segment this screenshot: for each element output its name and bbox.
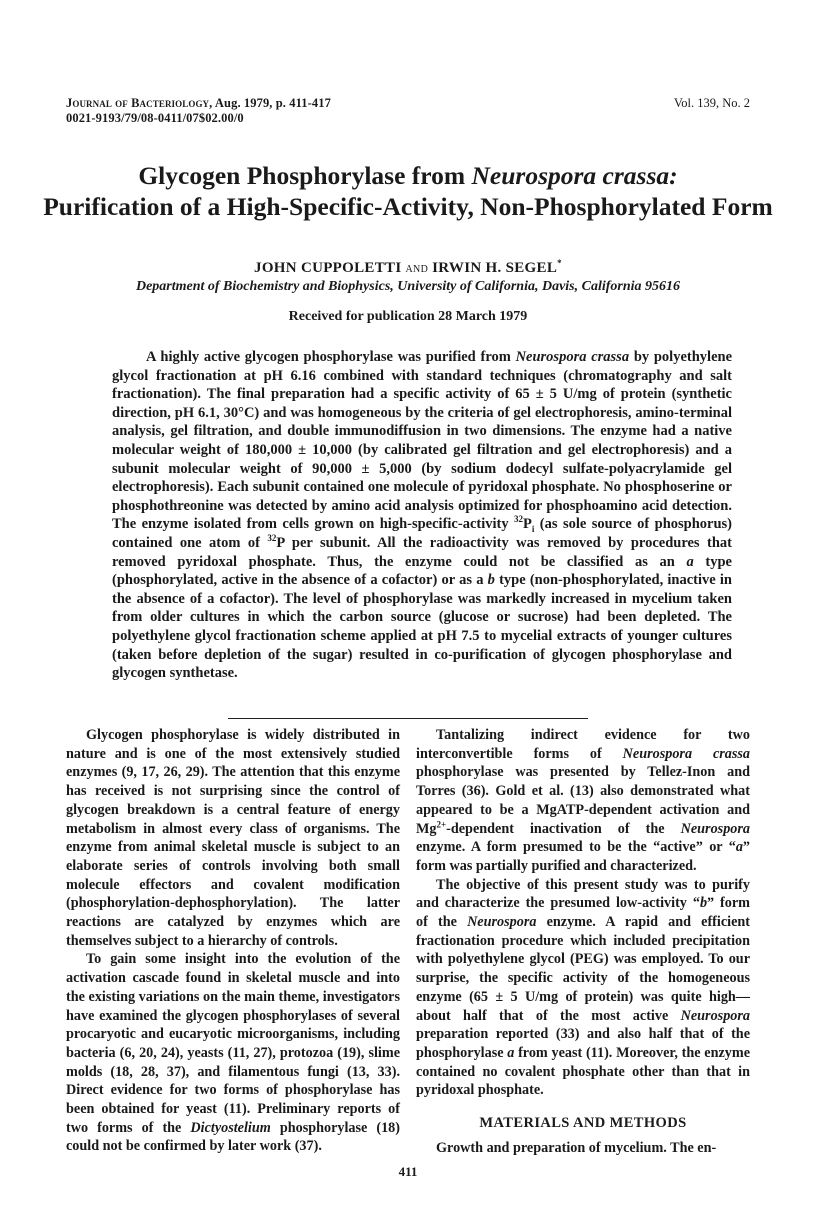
paragraph-text: -dependent inactivation of the bbox=[446, 820, 681, 837]
journal-name: Journal of Bacteriology bbox=[66, 96, 210, 110]
author-conjunction: and bbox=[405, 261, 429, 276]
author-1: JOHN CUPPOLETTI bbox=[254, 260, 402, 276]
page-number: 411 bbox=[398, 1164, 418, 1179]
intro-paragraph-2 bbox=[66, 950, 400, 1156]
organism-name: Neurospora bbox=[467, 914, 537, 931]
run-in-heading: Growth and preparation of mycelium. bbox=[436, 1139, 667, 1156]
journal-citation bbox=[66, 96, 331, 111]
methods-paragraph bbox=[416, 1139, 750, 1158]
volume-number: Vol. 139, No. 2 bbox=[673, 96, 750, 110]
title-part1: Glycogen Phosphorylase from bbox=[138, 161, 472, 190]
abstract-text: A highly active glycogen phosphorylase was purified from bbox=[146, 349, 516, 365]
author-2: IRWIN H. SEGEL bbox=[432, 260, 558, 276]
paragraph-text: preparation reported (33) and also half that of the phosphorylase bbox=[416, 1026, 750, 1061]
section-heading-methods: MATERIALS AND METHODS bbox=[479, 1115, 687, 1132]
affiliation: Department of Biochemistry and Biophysics, University of California, Davis, California 95616 bbox=[135, 279, 681, 294]
body-column-left bbox=[66, 726, 400, 1156]
intro-paragraph-4 bbox=[416, 876, 750, 1100]
organism-name: Neurospora bbox=[680, 1007, 750, 1024]
paragraph-text: enzyme. A form presumed to be the “active” or “ bbox=[416, 839, 736, 856]
paragraph-text: Tantalizing indirect evidence for two interconvertible forms of bbox=[416, 727, 750, 762]
corresponding-mark: * bbox=[557, 258, 562, 268]
ion-charge-superscript: 2+ bbox=[436, 818, 447, 829]
abstract-text: by polyethylene glycol fractionation at pH 6.16 combined with standard techniques (chromatography and salt fractionation). The final preparation had a specific activity of 65 ± 5 U/mg of protein (synthetic direction, pH 6.1, 30°C) and was homogeneous by the criteria of gel electrophoresis, amino-terminal analysis, gel filtration, and double immunodiffusion in two dimensions. The enzyme had a native molecular weight of 180,000 ± 10,000 (by calibrated gel filtration and gel electrophoresis) and a subunit molecular weight of 90,000 ± 5,000 (by sodium dodecyl sulfate-polyacrylamide gel electrophoresis). Each subunit contained one molecule of pyridoxal phosphate. No phosphoserine or phosphothreonine was detected by amino acid analysis optimized for phosphoamino acid detection. The enzyme isolated from cells grown on high-specific-activity bbox=[112, 349, 733, 533]
form-a-label: a bbox=[507, 1044, 515, 1061]
organism-name: Neurospora bbox=[680, 820, 750, 837]
form-a-label: a bbox=[686, 553, 694, 570]
abstract-text: P bbox=[523, 516, 532, 533]
paragraph-text: enzyme. A rapid and efficient fractionation procedure which included precipitation with polyethylene glycol (PEG) was employed. To our surprise, the specific activity of the homogeneous enzyme (65 ± 5 U/mg of protein) was quite high—about half that of the most active bbox=[416, 914, 750, 1024]
abstract-text: type (phosphorylated, active in the absence of a cofactor) or as a bbox=[112, 553, 732, 589]
paragraph-text: ” form was partially purified and characterized. bbox=[416, 839, 750, 874]
paragraph-text: To gain some insight into the evolution of the activation cascade found in skeletal muscle and into the existing variations on the main theme, investigators have examined the glycogen phosphorylases of several procaryotic and eucaryotic microorganisms, including bacteria (6, 20, 24), yeasts (11, 27), protozoa (19), slime molds (18, 28, 37), and filamentous fungi (13, 33). Direct evidence for two forms of phosphorylase has been obtained for yeast (11). Preliminary reports of two forms of the bbox=[66, 951, 400, 1136]
author-list bbox=[0, 254, 816, 278]
intro-paragraph-3 bbox=[416, 726, 750, 876]
isotope-superscript: 32 bbox=[514, 514, 524, 525]
organism-name: Neurospora crassa bbox=[622, 745, 751, 762]
body-column-right bbox=[416, 726, 750, 1157]
title-part2: Purification of a High-Specific-Activity, Non-Phosphorylated Form bbox=[43, 192, 773, 221]
paragraph-text: phosphorylase was presented by Tellez-Inon and Torres (36). Gold et al. (13) also demonstrated what appeared to be a MgATP-dependent activation and Mg bbox=[416, 764, 750, 837]
paragraph-text: from yeast (11). Moreover, the enzyme contained no covalent phosphate other than that in pyridoxal phosphate. bbox=[416, 1044, 750, 1099]
journal-date-pages: , Aug. 1979, p. 411-417 bbox=[209, 96, 331, 110]
abstract-text: type (non-phosphorylated, inactive in the absence of a cofactor). The level of phosphorylase was markedly increased in mycelium taken from older cultures in which the carbon source (glucose or sucrose) had been depleted. The polyethylene glycol fractionation scheme applied at pH 7.5 to mycelial extracts of younger cultures (taken before depletion of the sugar) resulted in co-purification of glycogen phosphorylase and glycogen synthetase. bbox=[112, 572, 732, 682]
article-code: 0021-9193/79/08-0411/07$02.00/0 bbox=[66, 111, 244, 125]
title-organism: Neurospora crassa: bbox=[471, 161, 678, 190]
abstract bbox=[112, 348, 732, 683]
abstract-organism: Neurospora crassa bbox=[515, 349, 630, 365]
running-header bbox=[66, 96, 331, 126]
received-date: Received for publication 28 March 1979 bbox=[288, 309, 528, 324]
abstract-divider bbox=[228, 718, 588, 719]
article-title bbox=[40, 160, 776, 222]
form-a-label: a bbox=[735, 839, 743, 856]
isotope-superscript: 32 bbox=[267, 533, 277, 544]
paragraph-text: The en- bbox=[666, 1139, 717, 1156]
abstract-text: P per subunit. All the radioactivity was removed by procedures that removed pyridoxal phosphate. Thus, the enzyme could not be classified as an bbox=[112, 534, 732, 570]
abstract-text: (as sole source of phosphorus) contained one atom of bbox=[112, 516, 732, 551]
paragraph-text: phosphorylase (18) could not be confirmed by later work (37). bbox=[66, 1119, 401, 1155]
form-b-label: b bbox=[487, 572, 495, 589]
organism-name: Dictyostelium bbox=[190, 1119, 271, 1136]
inorganic-subscript: i bbox=[531, 524, 535, 535]
paragraph-text: ” form of the bbox=[416, 895, 750, 931]
paragraph-text: The objective of this present study was to purify and characterize the presumed low-activity “ bbox=[416, 876, 750, 912]
intro-paragraph-1: Glycogen phosphorylase is widely distributed in nature and is one of the most extensively studied enzymes (9, 17, 26, 29). The attention that this enzyme has received is not surprising since the control of glycogen breakdown is a central feature of energy metabolism in almost every class of organisms. The enzyme from animal skeletal muscle is subject to an elaborate series of controls involving both small molecule effectors and covalent modification (phosphorylation-dephosphorylation). The latter reactions are catalyzed by enzymes which are themselves subject to a hierarchy of controls. bbox=[66, 727, 400, 949]
form-b-label: b bbox=[699, 895, 708, 912]
